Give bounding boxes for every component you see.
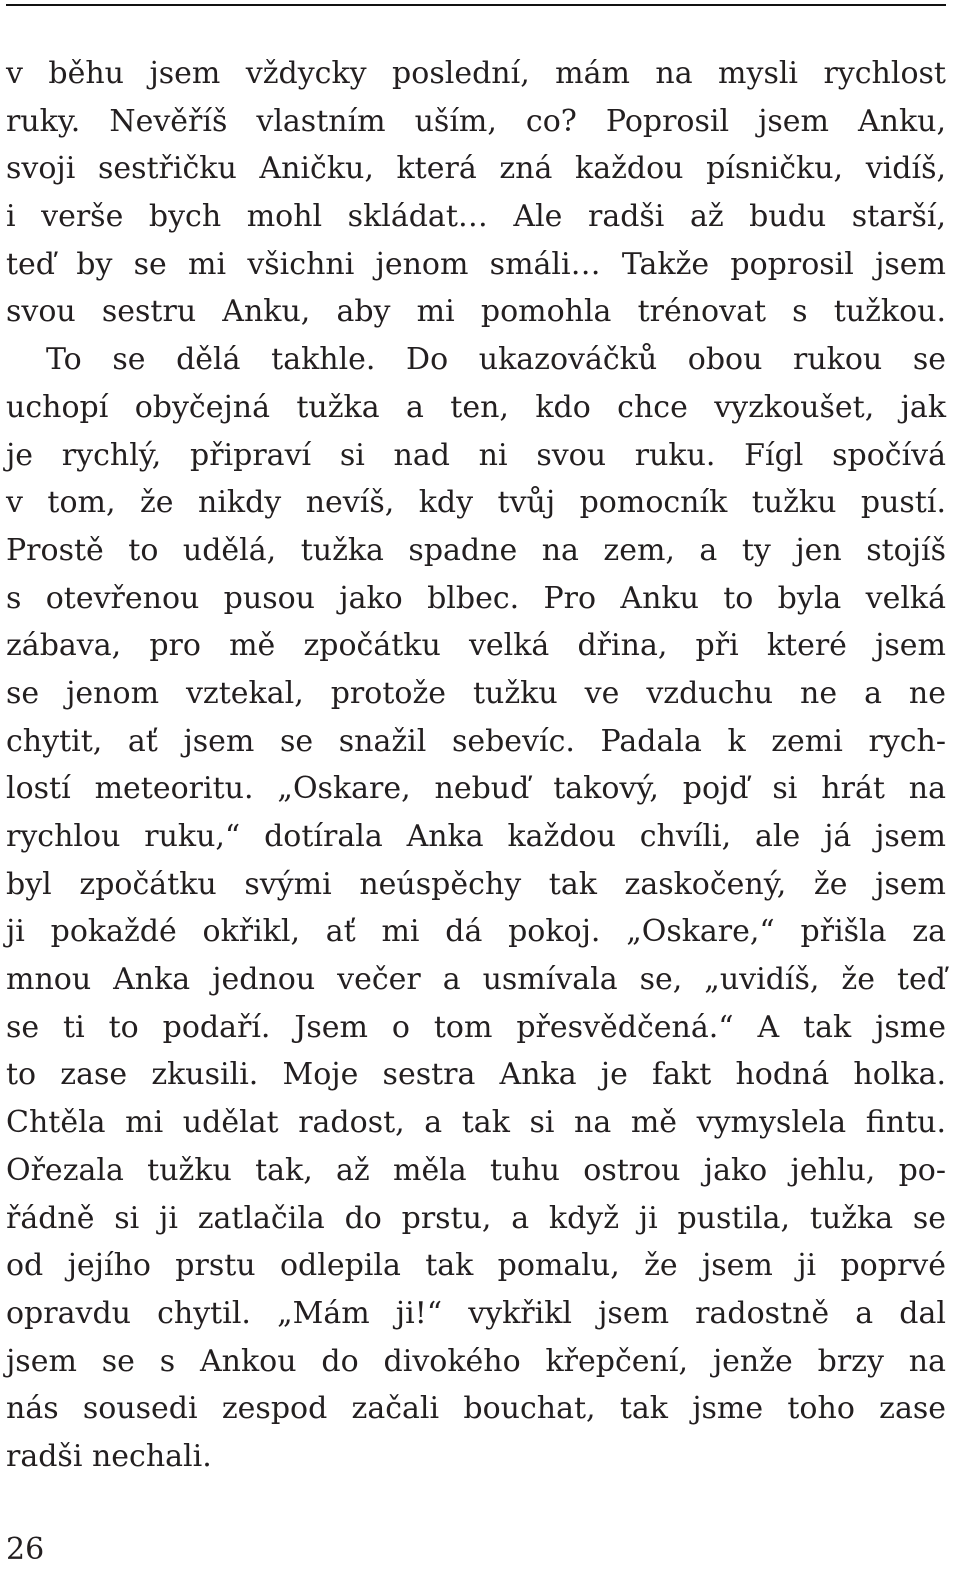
text-line: se jenom vztekal, protože tužku ve vzduchu ne a ne [6, 675, 946, 711]
page-number: 26 [6, 1532, 45, 1567]
text-line: radši nechali. [6, 1438, 212, 1474]
text-line: byl zpočátku svými neúspěchy tak zaskočený, že jsem [6, 866, 946, 902]
text-line: Chtěla mi udělat radost, a tak si na mě vymyslela fintu. [6, 1105, 946, 1141]
text-line: chytit, ať jsem se snažil sebevíc. Padala k zemi rych- [6, 723, 946, 759]
text-line: nás sousedi zespod začali bouchat, tak jsme toho zase [6, 1391, 946, 1427]
text-line: je rychlý, připraví si nad ni svou ruku. Fígl spočívá [6, 437, 946, 473]
text-line: ji pokaždé okřikl, ať mi dá pokoj. „Oskare,“ přišla za [6, 914, 946, 950]
text-line: lostí meteoritu. „Oskare, nebuď takový, pojď si hrát na [6, 771, 946, 807]
text-line: svoji sestřičku Aničku, která zná každou písničku, vidíš, [6, 151, 946, 187]
text-line: v tom, že nikdy nevíš, kdy tvůj pomocník tužku pustí. [6, 485, 946, 521]
body-text [6, 50, 946, 1481]
top-rule [6, 4, 946, 6]
text-line: teď by se mi všichni jenom smáli… Takže poprosil jsem [6, 246, 946, 282]
text-line: To se dělá takhle. Do ukazováčků obou rukou se [46, 342, 946, 378]
text-line: s otevřenou pusou jako blbec. Pro Anku to byla velká [6, 580, 946, 616]
text-line: to zase zkusili. Moje sestra Anka je fakt hodná holka. [6, 1057, 946, 1093]
text-line: Prostě to udělá, tužka spadne na zem, a ty jen stojíš [6, 532, 946, 568]
text-line: mnou Anka jednou večer a usmívala se, „uvidíš, že teď [6, 962, 946, 998]
text-line: rychlou ruku,“ dotírala Anka každou chvíli, ale já jsem [6, 819, 946, 854]
text-line: ruky. Nevěříš vlastním uším, co? Poprosil jsem Anku, [6, 103, 946, 139]
text-line: uchopí obyčejná tužka a ten, kdo chce vyzkoušet, jak [6, 389, 946, 425]
text-line: opravdu chytil. „Mám ji!“ vykřikl jsem radostně a dal [6, 1295, 946, 1331]
text-line: od jejího prstu odlepila tak pomalu, že jsem ji poprvé [6, 1248, 946, 1284]
text-line: se ti to podaří. Jsem o tom přesvědčená.“ A tak jsme [6, 1009, 946, 1045]
text-line: zábava, pro mě zpočátku velká dřina, při které jsem [6, 628, 946, 664]
text-line: i verše bych mohl skládat… Ale radši až budu starší, [6, 199, 946, 235]
text-line: v běhu jsem vždycky poslední, mám na mysli rychlost [6, 56, 946, 91]
text-line: řádně si ji zatlačila do prstu, a když ji pustila, tužka se [6, 1200, 946, 1236]
text-line: Ořezala tužku tak, až měla tuhu ostrou jako jehlu, po- [6, 1152, 946, 1188]
text-line: svou sestru Anku, aby mi pomohla trénovat s tužkou. [6, 294, 946, 330]
text-line: jsem se s Ankou do divokého křepčení, jenže brzy na [6, 1343, 946, 1379]
